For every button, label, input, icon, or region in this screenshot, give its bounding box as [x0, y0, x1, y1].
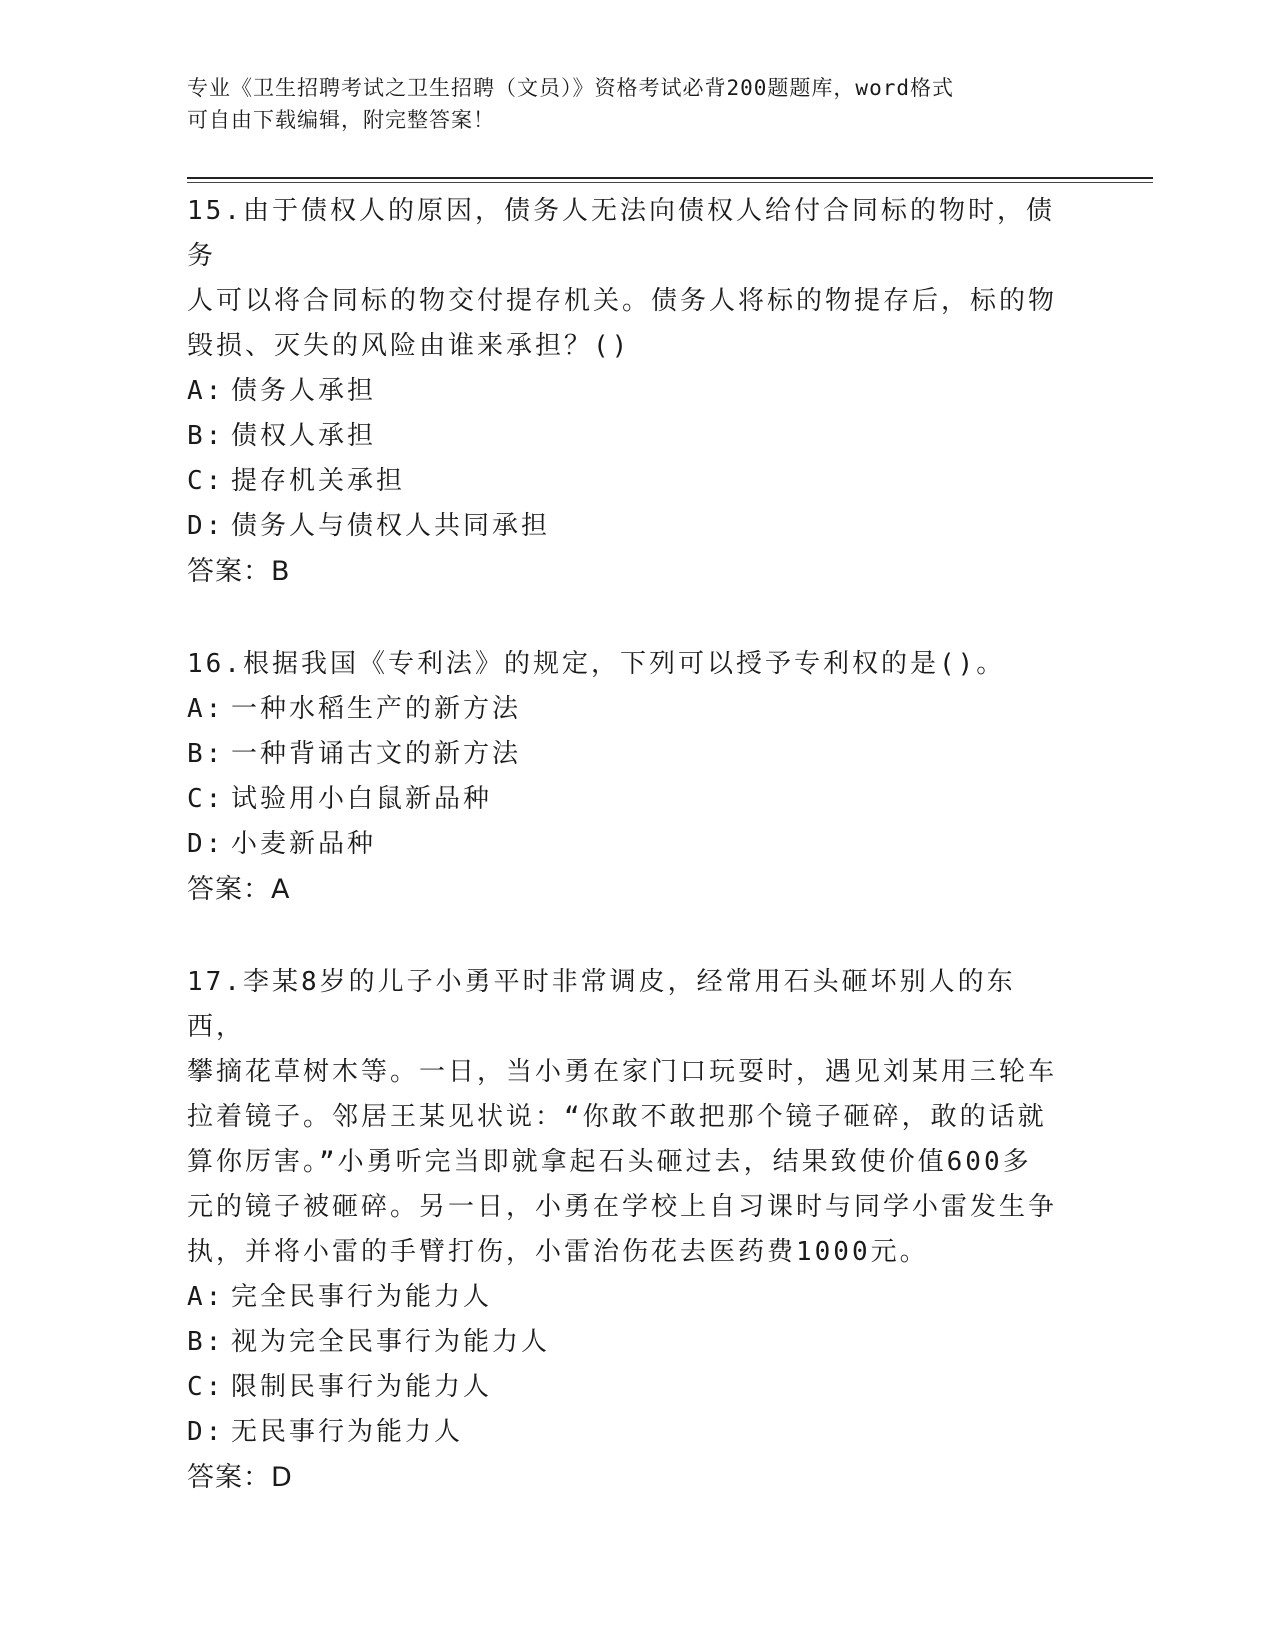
option-d	[187, 504, 1067, 549]
option-letter: D:	[187, 1417, 225, 1447]
option-c	[187, 459, 1067, 504]
option-text: 债务人承担	[231, 376, 377, 406]
question-stem-line: 毁损、灭失的风险由谁来承担？()	[187, 331, 631, 361]
question-17	[187, 960, 1067, 1500]
header-divider-thick	[187, 177, 1153, 179]
header-line-1: 专业《卫生招聘考试之卫生招聘（文员）》资格考试必背200题题库，word格式	[187, 76, 954, 100]
option-letter: A:	[187, 1282, 225, 1312]
option-letter: D:	[187, 511, 225, 541]
option-a	[187, 1275, 1067, 1320]
option-text: 限制民事行为能力人	[231, 1372, 493, 1402]
option-text: 债务人与债权人共同承担	[231, 511, 551, 541]
option-a	[187, 687, 1067, 732]
answer-label: 答案：D	[187, 1462, 293, 1493]
option-b	[187, 732, 1067, 777]
option-d	[187, 822, 1067, 867]
option-text: 完全民事行为能力人	[231, 1282, 493, 1312]
option-letter: A:	[187, 376, 225, 406]
option-letter: C:	[187, 784, 225, 814]
question-16	[187, 642, 1067, 912]
document-header	[187, 72, 1067, 136]
option-text: 小麦新品种	[231, 829, 377, 859]
answer-label: 答案：B	[187, 556, 291, 587]
option-text: 一种水稻生产的新方法	[231, 694, 522, 724]
question-stem-line: 执，并将小雷的手臂打伤，小雷治伤花去医药费1000元。	[187, 1237, 929, 1267]
question-stem-line: 算你厉害。”小勇听完当即就拿起石头砸过去，结果致使价值600多	[187, 1147, 1032, 1177]
question-list	[187, 189, 1067, 1548]
question-stem-line: 人可以将合同标的物交付提存机关。债务人将标的物提存后，标的物	[187, 286, 1058, 316]
option-text: 试验用小白鼠新品种	[231, 784, 493, 814]
option-text: 一种背诵古文的新方法	[231, 739, 522, 769]
option-a	[187, 369, 1067, 414]
option-text: 债权人承担	[231, 421, 377, 451]
option-text: 提存机关承担	[231, 466, 406, 496]
question-stem-line: 15.由于债权人的原因，债务人无法向债权人给付合同标的物时，债务	[187, 196, 1055, 271]
question-stem-line: 攀摘花草树木等。一日，当小勇在家门口玩耍时，遇见刘某用三轮车	[187, 1057, 1058, 1087]
header-divider-thin	[187, 182, 1153, 183]
option-c	[187, 777, 1067, 822]
option-letter: B:	[187, 1327, 225, 1357]
option-letter: B:	[187, 421, 225, 451]
option-b	[187, 1320, 1067, 1365]
option-b	[187, 414, 1067, 459]
option-letter: A:	[187, 694, 225, 724]
option-d	[187, 1410, 1067, 1455]
answer-label: 答案：A	[187, 874, 291, 905]
option-letter: D:	[187, 829, 225, 859]
question-stem-line: 16.根据我国《专利法》的规定，下列可以授予专利权的是()。	[187, 649, 1006, 679]
option-letter: B:	[187, 739, 225, 769]
option-text: 视为完全民事行为能力人	[231, 1327, 551, 1357]
question-stem-line: 拉着镜子。邻居王某见状说：“你敢不敢把那个镜子砸碎，敢的话就	[187, 1102, 1047, 1132]
question-15	[187, 189, 1067, 594]
option-text: 无民事行为能力人	[231, 1417, 464, 1447]
question-stem-line: 元的镜子被砸碎。另一日，小勇在学校上自习课时与同学小雷发生争	[187, 1192, 1058, 1222]
option-c	[187, 1365, 1067, 1410]
option-letter: C:	[187, 466, 225, 496]
option-letter: C:	[187, 1372, 225, 1402]
question-stem-line: 17.李某8岁的儿子小勇平时非常调皮，经常用石头砸坏别人的东西，	[187, 967, 1016, 1042]
header-line-2: 可自由下载编辑，附完整答案！	[187, 108, 495, 132]
